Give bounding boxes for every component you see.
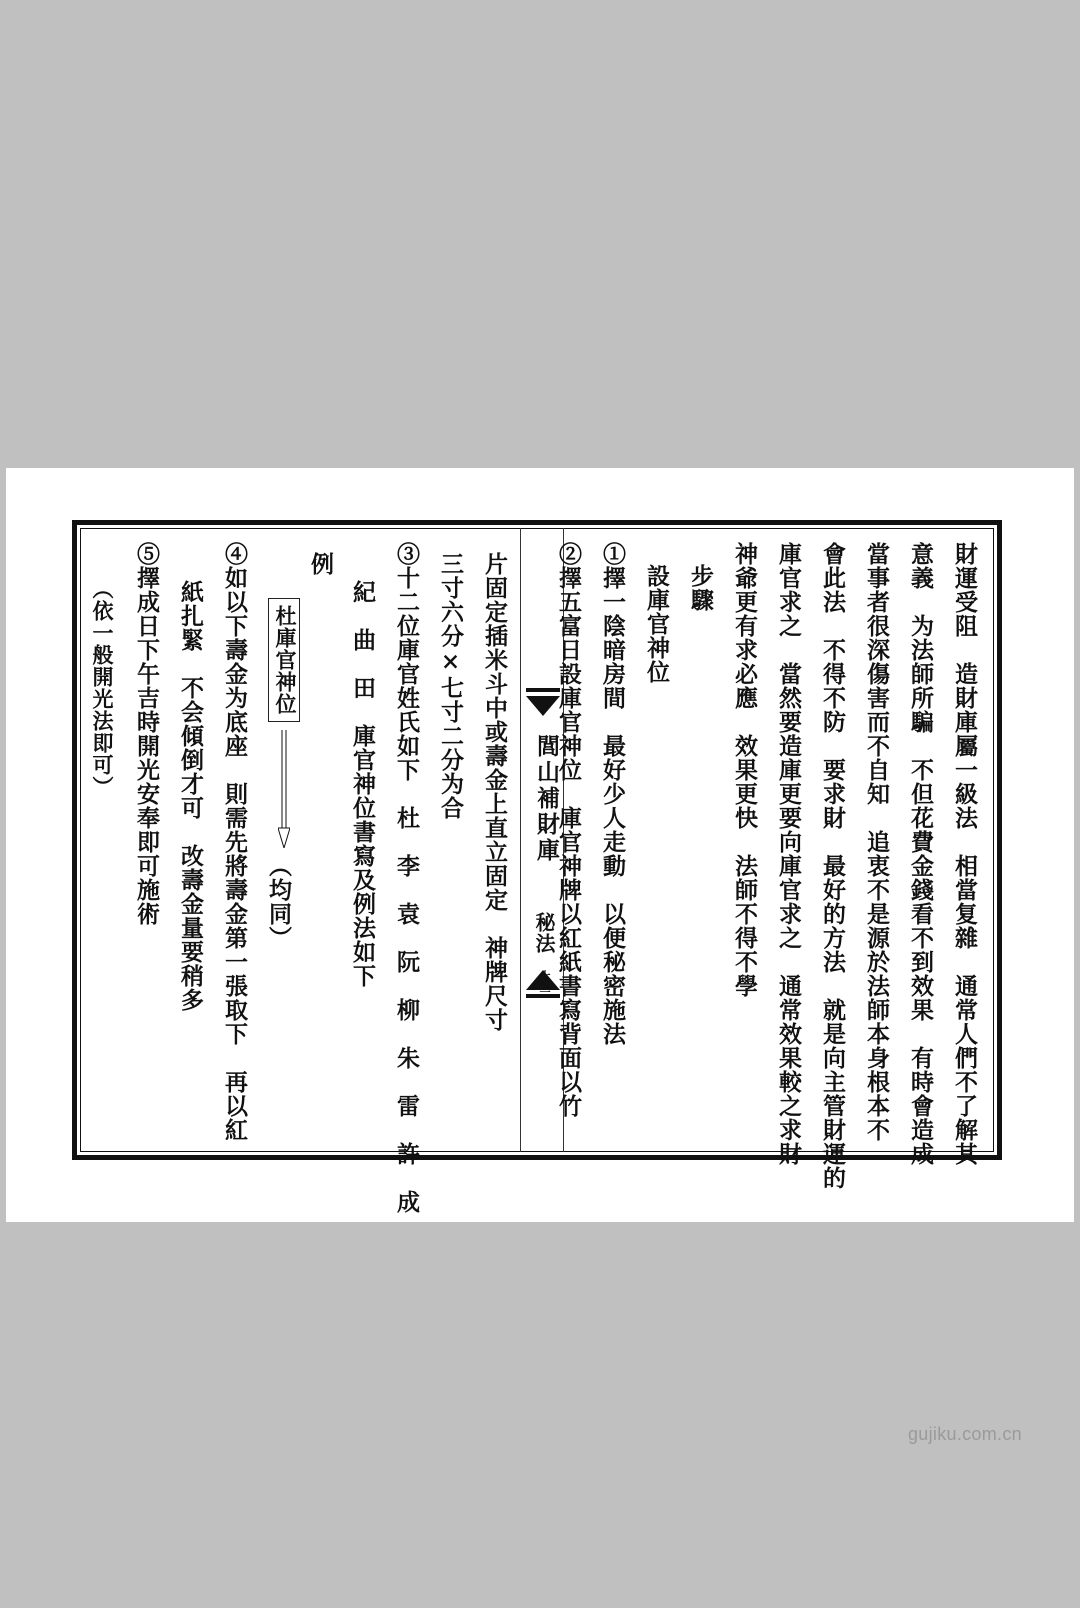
text-column-2: 意義 为法師所騙 不但花費金錢看不到效果 有時會造成 [907,542,934,1166]
deity-tablet-example [268,598,300,722]
step-2-continued: 片固定插米斗中或壽金上直立固定 神牌尺寸 [481,552,508,1032]
text-column-4: 會此法 不得不防 要求財 最好的方法 就是向主管財運的 [819,542,846,1190]
step-4: ④如以下壽金为底座 則需先將壽金第一張取下 再以紅 [221,542,248,1142]
same-note: （均同） [265,854,292,950]
step-4-continued: 紙扎緊 不会傾倒才可 改壽金量要稍多 [177,580,204,1012]
step-3: ③十二位庫官姓氏如下 杜 李 袁 阮 柳 朱 雷 許 成 [393,542,420,1214]
step-5: ⑤擇成日下午吉時開光安奉即可施術 [133,542,160,926]
book-title: 閭山補財庫 [533,734,560,864]
deity-tablet-text: 杜庫官神位 [273,605,298,715]
text-column-5: 庫官求之 當然要造庫更要向庫官求之 通常效果較之求財 [775,542,802,1166]
example-label: 例 [307,552,334,576]
text-column-6: 神爺更有求必應 效果更快 法師不得不學 [731,542,758,998]
step-5-note: （依一般開光法即可） [90,578,115,798]
step-1: ①擇一陰暗房間 最好少人走動 以便秘密施法 [599,542,626,1046]
section-heading-steps: 步驟 [687,564,714,612]
text-column-3: 當事者很深傷害而不自知 追衷不是源於法師本身根本不 [863,542,890,1142]
step-2: ②擇五富日設庫官神位 庫官神牌以紅紙書寫背面以竹 [555,542,582,1118]
site-watermark: gujiku.com.cn [908,1424,1022,1444]
page-number: 十三 [538,970,551,994]
secret-method-label: 秘法 [532,912,556,954]
section-heading-altar: 設庫官神位 [643,564,670,684]
step-3-continued: 紀 曲 田 庫官神位書寫及例法如下 [349,580,376,988]
down-arrow-icon [278,730,290,848]
step-2-size: 三寸六分×七寸二分为合 [437,552,464,820]
text-column-1: 財運受阻 造財庫屬一級法 相當复雜 通常人們不了解其 [951,542,978,1166]
scanned-page [6,468,1074,1222]
